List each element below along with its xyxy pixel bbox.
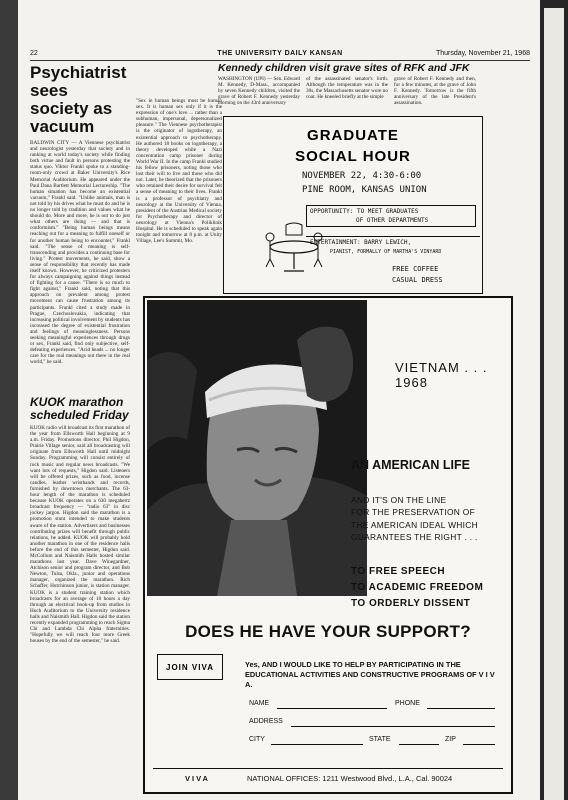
address-field[interactable] <box>291 726 495 727</box>
grad-entertainment-line1: ENTERTAINMENT: BARRY LEWICH, <box>310 239 412 246</box>
soldier-photo <box>147 300 367 596</box>
stake-line: GUARANTEES THE RIGHT . . . <box>351 532 478 543</box>
viva-ad <box>143 296 513 794</box>
grad-opportunity-line2: OF OTHER DEPARTMENTS <box>356 217 429 224</box>
kuok-body: KUOK radio will broadcast its first marathon of the year from Ellsworth Hall beginning at 9 a.m. Friday. Promotions director, Phil Higdon, Prairie Village senior, said all broadcasting will originate from Ellsworth Hall until midnight Sunday. Programming will consist entirely of rock music and regular news broadcasts. "We want lots of requests," Higdon said. Listeners will be offered prizes, such as food, incense candles, leather wristbands and records, furnished by downtown merchants. The 63-hour length of the marathon is scheduled because KUOK operates on a 630 megahertz broadcast frequency — "radio 63" in disc jockey jargon. Higdon said the marathon is a promotion stunt intended to make students aware of the station. Advertisers and businesses contributing prizes will benefit through public relations, he added. KUOK will probably hold another marathon in one of the residence halls before the end of this semester, Higdon said. McCollum and Naismith Halls hosted similar marathons last year. Dave Winegardner, Atchison senior and program director, and Bob Newton, Tulsa, Okla., junior and operations manager, organized the marathon. Rich Schaffer, Hutchinson junior, is station manager. KUOK is a student training station which broadcasts for an average of 18 hours a day through an electrical hook-up from studios in Hoch Auditorium to the University residence halls and Naismith Hall. Higdon said the station recently expanded programming to reach Sigma Chi and Lambda Chi Alpha fraternities. "Hopefully we will reach four more Greek houses by the end of the semester," he said. <box>30 425 130 645</box>
viva-footer-org: VIVA <box>185 774 210 783</box>
state-field[interactable] <box>399 744 439 745</box>
column-left <box>30 64 130 787</box>
column-middle <box>136 98 222 292</box>
psychiatrist-body-col1: BALDWIN CITY — A Viennese psychiatrist and neurologist yesterday that society and in ranking at world today's society while finding both virtue and fault in persons protesting the status quo. Viktor Frankl spoke to a standing-room-only crowd at Baker University's Rice Memorial Auditorium. He appeared under the Paul Dana Bartlett Memorial Lectureship. "The human situation has become an existential vacuum," Frankl said. "Unlike animals, man is not told by his drives what he must do and he is no longer told by tradition and values what he should do. More and more, he is out to do just what others are doing — and that is conformism." "Being human beings means reaching out for a meaning to fulfill oneself or for another human being to encounter," Frankl said. "The sense of meaning is self-transcending and provides a continuing base for living." Protest movements, he said, show a sense of responsibility that recently has made itself known. However, he criticized protesters for always campaigning against things instead of fighting for a cause. "There is so much to fight against," Frankl said, noting that this approach on prevalent among protest movement can cause frustration among its participants. Frankl cited a study made in Prague, Czechoslovakia, indicating that increasing political involvement by students has increased the degree of existential frustration and feelings of meaninglessness. Persons seeking meaningful experiences through drugs or sex, Frankl said, find only subjective, self-defeating experiences. "Acid heads ... no longer care for the real meanings out there in the real world," he said. <box>30 140 130 366</box>
masthead: THE UNIVERSITY DAILY KANSAN <box>217 50 343 57</box>
phone-label: PHONE <box>395 700 420 707</box>
name-label: NAME <box>249 700 270 707</box>
psychiatrist-headline: Psychiatrist sees society as vacuum <box>30 63 127 136</box>
pledge-text: Yes, AND I WOULD LIKE TO HELP BY PARTICIPATING IN THE EDUCATIONAL ACTIVITIES AND CONSTRUCTIVE PROGRAMS OF V I V A. <box>245 660 495 689</box>
address-label: ADDRESS <box>249 718 283 725</box>
rfk-headline: Kennedy children visit grave sites of RFK and JFK <box>218 62 470 74</box>
zip-label: ZIP <box>445 736 456 743</box>
adjacent-page <box>544 8 564 800</box>
stake-text <box>351 494 478 544</box>
rights-line: TO ACADEMIC FREEDOM <box>351 582 484 593</box>
rfk-col2: of the assassinated senator's birth. Although the temperature was in the 30s, the Massachusetts senator wore no coat. He kneeled briefly at the simple <box>306 76 388 101</box>
grad-title-line2: SOCIAL HOUR <box>295 148 411 165</box>
issue-date: Thursday, November 21, 1968 <box>435 50 530 57</box>
zip-field[interactable] <box>463 744 495 745</box>
grad-coffee: FREE COFFEE <box>392 265 439 273</box>
rfk-col1: WASHINGTON (UPI) — Sen. Edward M. Kennedy, D-Mass., accompanied by seven Kennedy children, visited the grave of Robert F. Kennedy yesterday morning on the 43rd anniversary <box>218 76 300 107</box>
stake-line: AND IT'S ON THE LINE <box>351 495 447 505</box>
rights-line: TO ORDERLY DISSENT <box>351 598 471 609</box>
city-label: CITY <box>249 736 265 743</box>
newspaper-page <box>18 0 540 800</box>
grad-location: PINE ROOM, KANSAS UNION <box>302 185 427 195</box>
phone-field[interactable] <box>427 708 495 709</box>
viva-footer-office: NATIONAL OFFICES: 1211 Westwood Blvd., L.A., Cal. 90024 <box>247 774 453 783</box>
stake-line: FOR THE PRESERVATION OF <box>351 507 476 518</box>
page-number: 22 <box>30 50 38 57</box>
american-life-tagline: AN AMERICAN LIFE <box>351 458 470 472</box>
kuok-headline: KUOK marathon scheduled Friday <box>30 395 129 422</box>
psychiatrist-body-col2: "Sex in human beings must be human sex. It is human sex only if it is the expression of one's love ... rather than a subhuman, impersonal, depersonalized pleasure." The Viennese psychotherapist is the originator of logotherapy, an existential approach to psychotherapy. He authored 18 books on logotherapy, a theory developed while a Nazi concentration camp prisoner during World War II. In the camp Frankl studied his fellow prisoners, noting those who lost their will to live and those who did not. Later, he theorized that the prisoners who retained their desire for survival felt a sense of meaning to their lives. Frankl is a professor of psychiatry and neurology at the University of Vienna, president of the Austrian Medical society for Psychotherapy and director of neurology at Vienna's Poliklinik Hospital. He is scheduled to speak again tonight and tomorrow at 8 p.m. at Unity Village, Lee's Summit, Mo. <box>136 98 222 245</box>
rights-list <box>351 564 483 612</box>
stake-line: THE AMERICAN IDEAL WHICH <box>351 519 478 530</box>
grad-title-line1: GRADUATE <box>307 127 399 144</box>
signup-form <box>249 700 499 754</box>
state-label: STATE <box>369 736 391 743</box>
rights-line: TO FREE SPEECH <box>351 566 446 577</box>
footer-rule <box>153 768 503 769</box>
grad-datetime: NOVEMBER 22, 4:30-6:00 <box>302 171 422 181</box>
grad-opportunity-line1: OPPORTUNITY: TO MEET GRADUATES <box>310 208 419 215</box>
grad-entertainment-line2: PIANIST, FORMALLY OF MARTHA'S VINYARD <box>330 249 442 255</box>
vietnam-title: VIETNAM . . . 1968 <box>395 360 488 390</box>
header-rule <box>30 60 530 61</box>
grad-dress: CASUAL DRESS <box>392 276 443 284</box>
adjacent-page-edge <box>540 0 568 800</box>
city-field[interactable] <box>271 744 363 745</box>
rfk-col3: grave of Robert F. Kennedy and then, for a few minutes, at the grave of John F. Kennedy. Tomorrow is the fifth anniversary of the late President's assassination. <box>394 76 476 107</box>
graduate-social-hour-ad <box>223 116 483 294</box>
name-field[interactable] <box>277 708 387 709</box>
cafe-table-illustration <box>260 221 328 273</box>
join-viva-button[interactable]: JOIN VIVA <box>157 654 223 680</box>
support-question: DOES HE HAVE YOUR SUPPORT? <box>185 622 471 641</box>
